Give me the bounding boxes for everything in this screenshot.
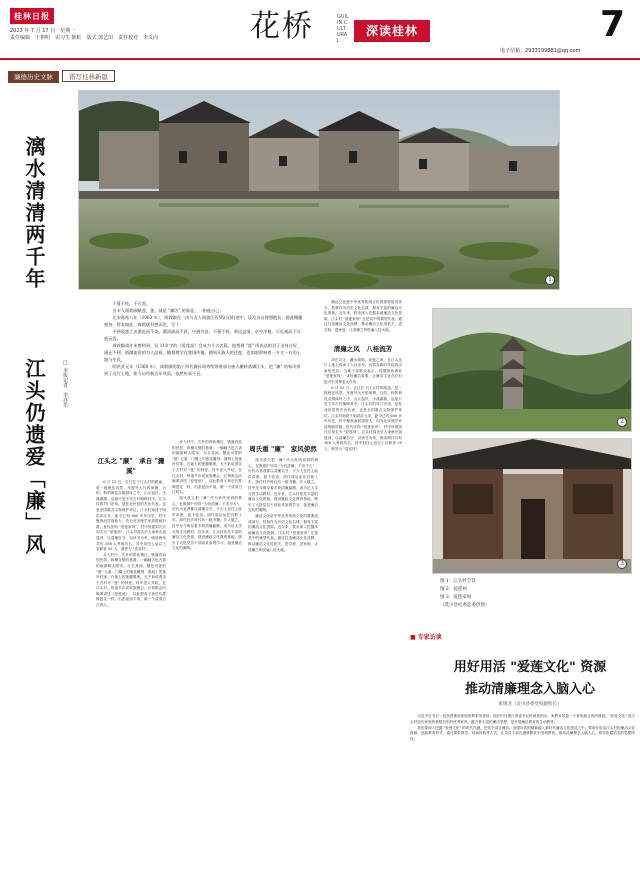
email-line: 电子信箱：2933199881@qq.com [500,48,581,54]
headline-line-1: 漓水清清两千年 [22,136,46,290]
article-body [410,714,635,892]
reporter-byline: □ 本报记者 李亦乐 [62,360,68,408]
topic-tag: ■ 专家访谈 [410,634,442,641]
issue-meta [10,28,158,42]
lead-paragraph: 周敦颐或许未曾料到，仅 119 字的《爱莲说》会成为千古名篇。他想借 "莲" 所表达的君子洁身自好、刚正不阿、抵御流俗的为人品质，随着理学在我国传播，随周氏族人的迁徙，也如愿影响着一方又一方的土地与生民。 [104,343,302,362]
photo-captions [440,578,490,610]
column-tag-2: 错写桂林新篇 [62,70,115,82]
page-number: 7 [600,4,626,45]
village-photo-icon [79,91,560,290]
page-brand: 花桥 [250,9,314,44]
body-paragraph: 我们要深入挖掘 "爱莲文化" 的时代内涵，把其中清正廉洁、崇德向善的精神融入新时代廉洁文化建设之中。要用好用活江头村的廉洁文化资源，创新教育形式，通过情景教学、现场体验等方式，让党员干部在潜移默化中受到教育，推动清廉理念入脑入心，筑牢拒腐防变的思想防线。 [410,725,635,742]
section-subhead-1: 江头之 "廉" 承自 "濂溪" [97,457,165,475]
headline-line-2: 江头仍遗爱「廉」风 [22,358,46,556]
courtyard-photo-icon [433,439,632,574]
body-paragraph: 廉洁文化是中华优秀传统文化的重要组成部分。桂林作为历史文化名城，拥有丰富的廉洁文化资源。近年来，我市深入挖掘本地廉洁文化资源，江头村 "爱莲家风" 正是其中的典型代表。通过打造廉洁文化品牌，推动廉洁文化进机关、进学校、进家庭，让清廉之风吹遍八桂大地。 [324,300,402,332]
photo-credit: （莫川县纪委监委供图） [440,603,490,608]
date-line: 2023 年 7 月 17 日 星期一 [10,28,76,34]
courtyard-photo [432,438,632,574]
caption-3: 图 3：爱莲家祠 [440,595,472,600]
body-paragraph: 清白自守，濂水绵绵。爱莲之风，在江头这片土地上传承了六百余年，也将在新时代绽放出新的光彩。当地干部群众表示，将继续传承好 "爱莲家风"，讲好廉洁故事，让廉洁文化在乡村振兴中发挥更大作用。 [324,357,402,384]
body-paragraph: 步入村中，古朴的青砖黛瓦、错落有致的民居、纵横交错的巷道，一幅幅古色古香的画面映入眼帘。行走其间，随处可见的 "莲" 元素：门楣上的莲花雕刻、窗棂上的莲叶纹饰、石础上的莲瓣图案，无不诉说着这个古村对 "莲" 的钟爱。村中老人介绍，在江头村，每逢节庆或家族聚会，长辈都会向晚辈讲述《爱莲说》，以此教育子孙后代要像莲花一样，出淤泥而不染，做一个清清白白的人。 [96,552,166,608]
lead-paragraph: 明洪武元年（1368 年），周敦颐的第十四代裔孙周秀绍带着部分族人辗转落脚江头，把 "廉" 的家风带到了这片土地，如今历经数百年风雨，依然传承不息。 [104,364,301,376]
column-strip [8,64,178,80]
lead-paragraph: 不蔓不枝，不污泥。 [112,301,151,306]
article-byline: 张锦龙（灵川县委党校副校长） [498,702,562,707]
body-column-4 [324,300,402,892]
body-paragraph: 步入村中，古朴的青砖黛瓦、错落有致的民居、纵横交错的巷道，一幅幅古色古香的画面映入眼帘。行走其间，随处可见的 "莲" 元素：门楣上的莲花雕刻、窗棂上的莲叶纹饰、石础上的莲瓣图案，无不诉说着这个古村对 "莲" 的钟爱。村中老人介绍，在江头村，每逢节庆或家族聚会，长辈都会向晚辈讲述《爱莲说》，以此教育子孙后代要像莲花一样，出淤泥而不染，做一个清清白白的人。 [172,440,242,495]
body-paragraph: 廉洁文化是中华优秀传统文化的重要组成部分。桂林作为历史文化名城，拥有丰富的廉洁文化资源。近年来，我市深入挖掘本地廉洁文化资源，江头村 "爱莲家风" 正是其中的典型代表。通过打造廉洁文化品牌，推动廉洁文化进机关、进学校、进家庭，让清廉之风吹遍八桂大地。 [248,513,318,552]
pagoda-photo [432,308,632,432]
top-rule [0,58,640,60]
body-paragraph: 周氏族人把 "廉" 作为家风家训的核心，在族谱中写明 "为官清廉、不贪不占"。历代为官者都以清廉自守，不少人在任上政声卓著，留下佳话。清代周启运任官数十年，卸任归乡时仅有一箱书籍，乡人敬之。村中至今保存着多块清廉匾额，成为后人学习的生动教材。近年来，江头村依托丰富的廉洁文化资源，建设廉政文化教育基地，吸引了大批党员干部前来参观学习，接受廉洁文化的熏陶。 [248,458,318,513]
body-paragraph: 习近平总书记一直高度重视家庭家教家风建设，他在时任浙江省委书记时就曾指出，家教家风是一个家庭最宝贵的财富。"爱莲文化" 是江头村周氏家族传承数百年的优秀家风，蕴含着丰富的廉洁思想，是开展廉洁教育的生动教材。 [410,714,635,724]
section-subhead-2: 周氏重 "廉" 家风使然 [249,445,317,453]
body-column-3 [248,440,318,892]
pagoda-photo-icon [433,309,632,432]
body-column-1 [96,452,166,892]
caption-1: 图 1：江头村全景 [440,579,476,584]
figure-number-3: 3 [617,559,627,569]
body-column-2 [172,440,242,892]
lead-text [104,300,304,440]
lead-paragraph: 自宋人周敦颐赋莲，莲，就是 "廉洁" 的象征，一如他自己。 [112,308,224,313]
article-title-line-2: 推动清廉理念入脑入心 [464,682,595,697]
article-title-line-1: 用好用活 "爱莲文化" 资源 [453,660,607,675]
section-subhead-3: 清廉之风 八桂流芳 [333,344,393,353]
editors-line: 责任编辑 王祺明 实习生 陈虹 版式 郭艺田 责任校对 李义向 [10,35,159,41]
hero-photo [78,90,560,290]
newspaper-logo: 桂林日报 [10,8,54,24]
page-brand-sub: GUILIN CULTURAL [337,14,349,44]
figure-number-1: 1 [545,275,555,285]
body-paragraph: 6 月 15 日，去往位于江头村的路途，是一段绝佳风景。车窗外大片的荷塘，白的，粉的荷花点缀绿叶之中，山丘起伏，小溪潺潺，沿途只见千年古村掩映其中。江头村的村门宏伟，是桂北民居的杰出代表，也是全国重点文物保护单位。江头村始建于明洪武元年，距今已有 600 多年历史，村中聚族而居周姓人，均为北宋理学家周敦颐后裔，世代崇尚 "爱莲家风"，村中所建周氏宗祠名为 "爱莲祠"。江头村周氏后人秉承先祖遗训，以清廉自守、以读书为荣，明清两代共有 168 人考取功名，其中担任七品以上官职者 35 人，被誉为 "清官村"。 [96,480,166,552]
column-tag-1: 廉德历史文脉 [8,71,59,83]
body-paragraph: 6 月 15 日，去往位于江头村的路途，是一段绝佳风景。车窗外大片的荷塘，白的，粉的荷花点缀绿叶之中，山丘起伏，小溪潺潺，沿途只见千年古村掩映其中。江头村的村门宏伟，是桂北民居的杰出代表，也是全国重点文物保护单位。江头村始建于明洪武元年，距今已有 600 多年历史，村中聚族而居周姓人，均为北宋理学家周敦颐后裔，世代崇尚 "爱莲家风"，村中所建周氏宗祠名为 "爱莲祠"。江头村周氏后人秉承先祖遗训，以清廉自守、以读书为荣，明清两代共有 168 人考取功名，其中担任七品以上官职者 35 人，被誉为 "清官村"。 [324,385,402,452]
lead-paragraph: 予独爱莲之出淤泥而不染，濯清涟而不妖，中通外直，不蔓不枝，香远益清，亭亭净植，可远观而不可亵玩焉。 [104,329,301,341]
section-tag: 深读桂林 [354,20,430,42]
caption-2: 图 2：爱莲祠 [440,587,467,592]
figure-number-2: 2 [617,417,627,427]
body-paragraph: 周氏族人把 "廉" 作为家风家训的核心，在族谱中写明 "为官清廉、不贪不占"。历代为官者都以清廉自守，不少人在任上政声卓著，留下佳话。清代周启运任官数十年，卸任归乡时仅有一箱书籍，乡人敬之。村中至今保存着多块清廉匾额，成为后人学习的生动教材。近年来，江头村依托丰富的廉洁文化资源，建设廉政文化教育基地，吸引了大批党员干部前来参观学习，接受廉洁文化的熏陶。 [172,495,242,551]
lead-paragraph: 北宋嘉祐八年（1063 年），周敦颐在一次与友人同游江西罗田岩的途中，谈及各自理想抱负。提此慨慷相待、得友如此，周敦颐有感而发，写下： [104,315,303,327]
